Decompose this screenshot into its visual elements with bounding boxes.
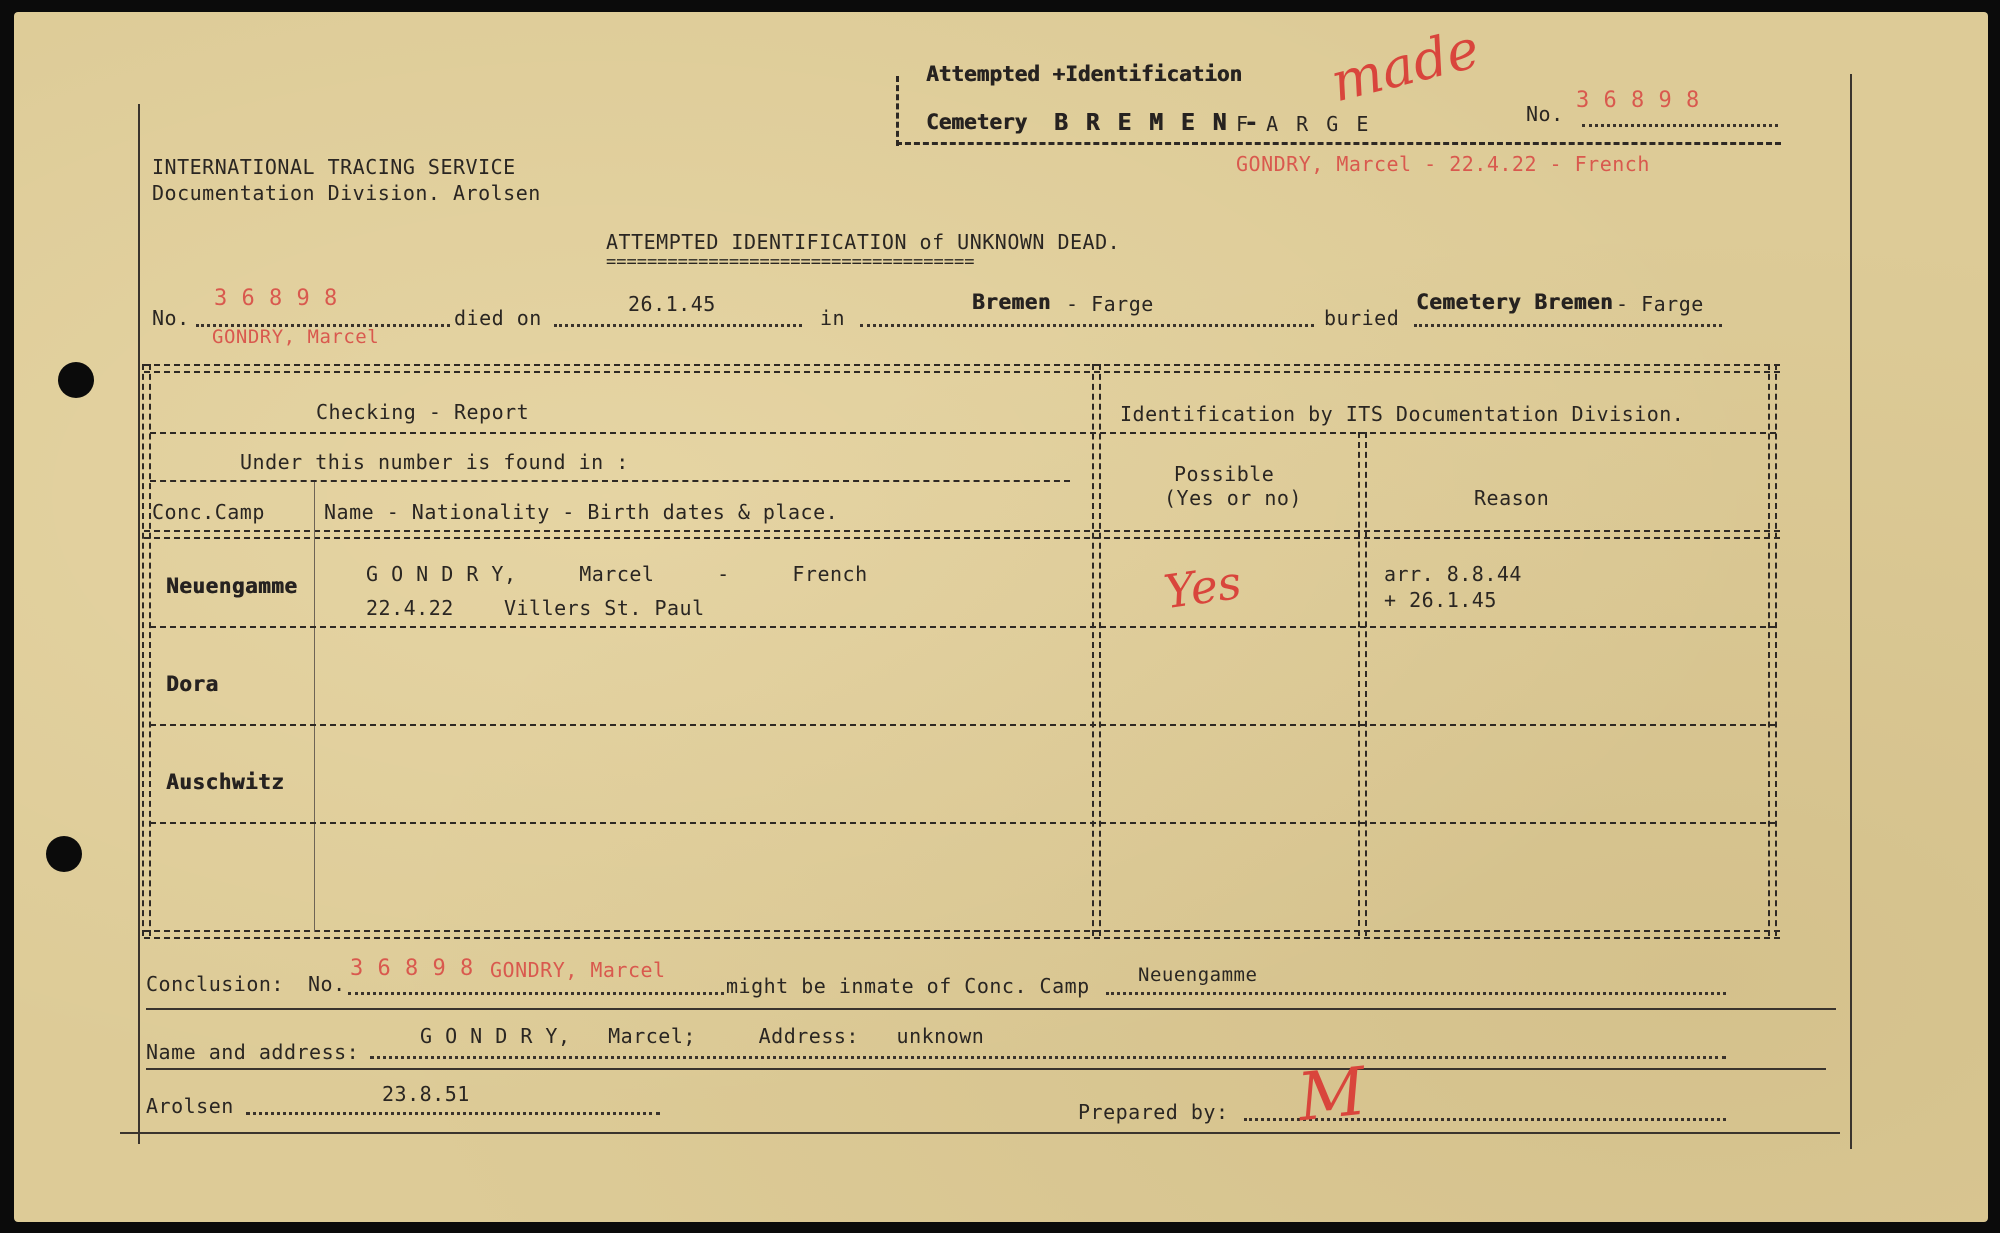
table-row-line-1 xyxy=(150,626,1776,628)
header-no-value: 3 6 8 9 8 xyxy=(1576,88,1700,113)
name-address-underline xyxy=(146,1068,1826,1070)
name-address-label: Name and address: xyxy=(146,1040,360,1064)
org-name: INTERNATIONAL TRACING SERVICE xyxy=(152,155,516,179)
frame-bottom-line xyxy=(120,1132,1840,1134)
handwritten-made: made xyxy=(1324,16,1486,115)
died-on-value: 26.1.45 xyxy=(628,292,716,316)
header-no-dots xyxy=(1582,124,1778,127)
conclusion-no-dots xyxy=(348,992,724,995)
stamp-bremen: B R E M E N - xyxy=(1054,110,1261,136)
row-reason-line1: arr. 8.8.44 xyxy=(1384,562,1522,586)
died-on-dots xyxy=(554,324,802,327)
buried-dots xyxy=(1414,324,1722,327)
header-person-line: GONDRY, Marcel - 22.4.22 - French xyxy=(1236,152,1650,176)
conclusion-no-name: GONDRY, Marcel xyxy=(490,958,666,982)
index-card xyxy=(14,12,1988,1222)
place-dots xyxy=(860,324,1314,327)
arolsen-date: 23.8.51 xyxy=(382,1082,470,1106)
table-middle-border xyxy=(1092,364,1101,936)
header-stamp-bracket xyxy=(896,76,899,146)
table-header-bottom-border xyxy=(144,530,1780,539)
conclusion-camp: Neuengamme xyxy=(1138,964,1258,986)
table-row-line-2 xyxy=(150,724,1776,726)
row-camp-auschwitz: Auschwitz xyxy=(166,770,285,794)
row-possible-yes: Yes xyxy=(1160,554,1245,620)
punch-hole-bottom xyxy=(46,836,82,872)
identification-header: Identification by ITS Documentation Division. xyxy=(1120,402,1685,426)
in-label: in xyxy=(820,306,846,330)
col-conc-camp: Conc.Camp xyxy=(152,500,265,524)
table-left-border xyxy=(142,364,151,936)
col-possible-line1: Possible xyxy=(1174,462,1275,486)
table-camp-name-divider xyxy=(314,482,315,932)
row-name-line2: 22.4.22 Villers St. Paul xyxy=(366,596,705,620)
buried-label: buried xyxy=(1324,306,1400,330)
frame-left-line xyxy=(138,104,140,1144)
col-name-nationality: Name - Nationality - Birth dates & place. xyxy=(324,500,839,524)
conclusion-underline xyxy=(146,1008,1836,1010)
stamp-cemetery: Cemetery xyxy=(926,110,1028,134)
table-subheader-line xyxy=(150,432,1776,434)
conclusion-camp-dots xyxy=(1106,992,1726,995)
buried-farge: - Farge xyxy=(1616,292,1704,316)
table-row-line-3 xyxy=(150,822,1776,824)
buried-cemetery-bremen: Cemetery Bremen xyxy=(1416,290,1614,314)
row-name-line1: G O N D R Y, Marcel - French xyxy=(366,562,868,586)
col-reason: Reason xyxy=(1474,486,1550,510)
org-division: Documentation Division. Arolsen xyxy=(152,181,541,205)
record-no-label: No. xyxy=(152,306,190,330)
col-possible-line2: (Yes or no) xyxy=(1164,486,1302,510)
prepared-by-initial: M xyxy=(1294,1052,1370,1137)
place-bremen: Bremen xyxy=(972,290,1051,314)
conclusion-label: Conclusion: xyxy=(146,972,284,996)
punch-hole-top xyxy=(58,362,94,398)
died-on-label: died on xyxy=(454,306,542,330)
table-possible-reason-border xyxy=(1358,432,1367,936)
header-no-label: No. xyxy=(1526,102,1564,126)
place-farge: - Farge xyxy=(1066,292,1154,316)
document-title-underline: ==================================== xyxy=(606,252,975,272)
conclusion-no-label: No. xyxy=(308,972,346,996)
record-no-value: 3 6 8 9 8 xyxy=(214,286,338,311)
table-top-border xyxy=(144,364,1780,373)
prepared-by-label: Prepared by: xyxy=(1078,1100,1229,1124)
arolsen-label: Arolsen xyxy=(146,1094,234,1118)
table-found-in-line xyxy=(150,480,1070,482)
frame-right-line xyxy=(1850,74,1852,1149)
header-stamp-underline xyxy=(896,142,1781,145)
stamp-farge: F A R G E xyxy=(1236,112,1372,136)
record-no-name: GONDRY, Marcel xyxy=(212,326,380,348)
checking-report-header: Checking - Report xyxy=(316,400,530,424)
document-title: ATTEMPTED IDENTIFICATION of UNKNOWN DEAD. xyxy=(606,230,1121,254)
arolsen-date-dots xyxy=(246,1112,660,1115)
conclusion-text: might be inmate of Conc. Camp xyxy=(726,974,1090,998)
table-right-border xyxy=(1768,364,1777,936)
found-in-label: Under this number is found in : xyxy=(240,450,629,474)
row-camp-dora: Dora xyxy=(166,672,219,696)
name-address-value: G O N D R Y, Marcel; Address: unknown xyxy=(420,1024,985,1048)
name-address-dots xyxy=(370,1056,1726,1059)
table-bottom-border xyxy=(144,930,1780,939)
row-reason-line2: + 26.1.45 xyxy=(1384,588,1497,612)
conclusion-no-value: 3 6 8 9 8 xyxy=(350,956,474,981)
stamp-attempted-identification: Attempted +Identification xyxy=(926,62,1243,86)
row-camp-neuengamme: Neuengamme xyxy=(166,574,298,598)
